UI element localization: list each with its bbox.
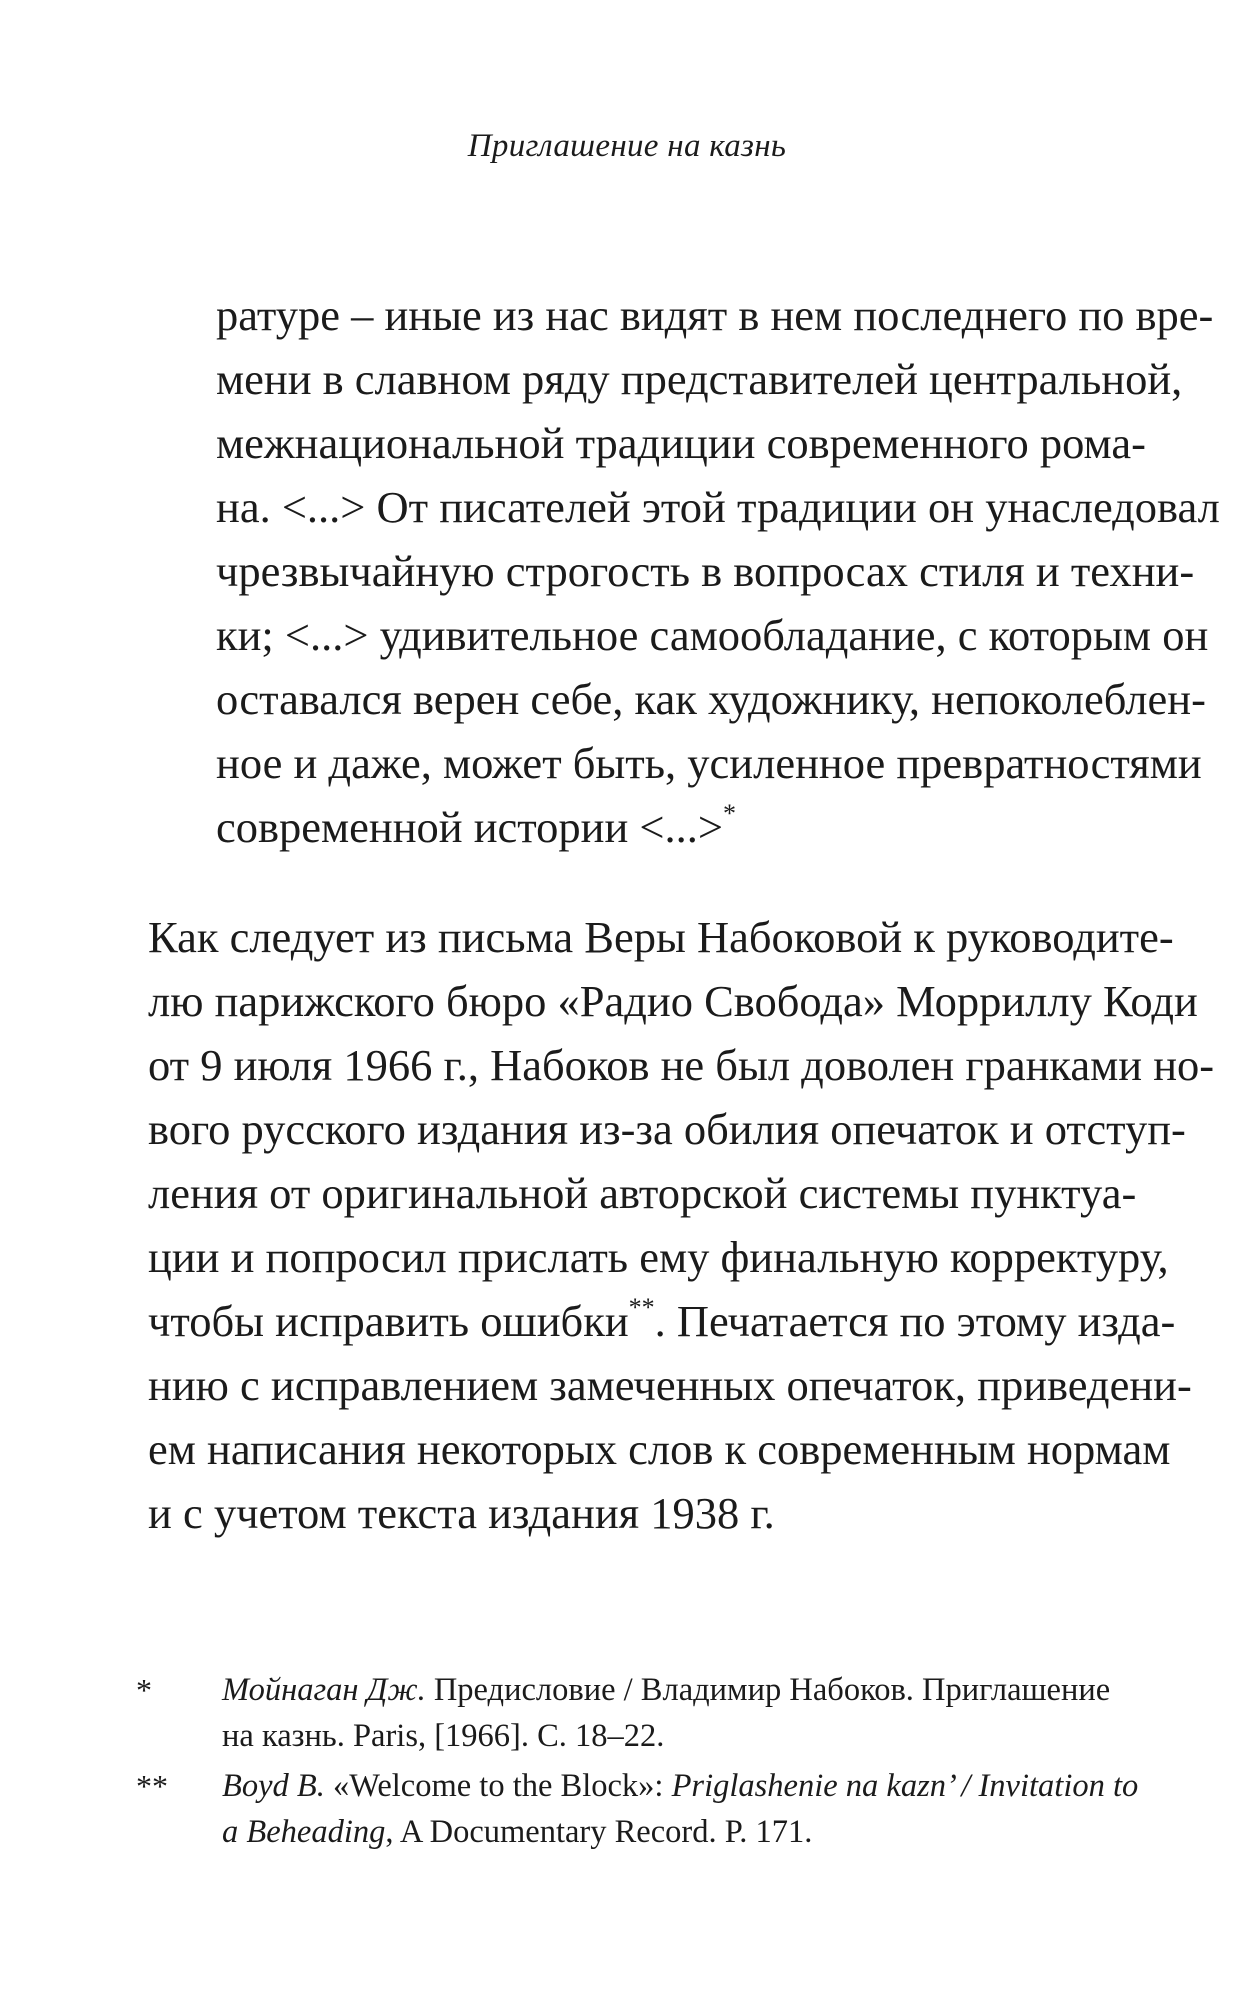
- footnote-title: a Beheading: [222, 1814, 386, 1850]
- quote-line: ратуре – иные из нас видят в нем последнего по вре-: [216, 290, 1214, 340]
- body-line: Как следует из письма Веры Набоковой к руководите-: [148, 912, 1174, 962]
- body-line-last: и с учетом текста издания 1938 г.: [148, 1488, 775, 1538]
- quote-line-last: [216, 795, 1072, 859]
- body-line-with-reference: [148, 1289, 1176, 1353]
- body-line: ления от оригинальной авторской системы пунктуа-: [148, 1168, 1137, 1218]
- quote-line: оставался верен себе, как художнику, непоколеблен-: [216, 674, 1206, 724]
- footnote-reference: **: [628, 1293, 655, 1322]
- body-line: лю парижского бюро «Радио Свобода» Морриллу Коди: [148, 976, 1198, 1026]
- footnote-reference: *: [723, 799, 736, 828]
- quote-line: межнациональной традиции современного рома-: [216, 418, 1146, 468]
- footnote-marker: **: [136, 1768, 168, 1804]
- footnote-text: , A Documentary Record. P. 171.: [385, 1814, 813, 1850]
- footnote-author: Boyd B.: [222, 1768, 325, 1804]
- footnote-author: Мойнаган Дж.: [222, 1672, 426, 1708]
- footnote-title: Priglashenie na kazn’ / Invitation to: [671, 1768, 1139, 1804]
- body-line: ем написания некоторых слов к современным нормам: [148, 1424, 1171, 1474]
- quote-line: мени в славном ряду представителей центральной,: [216, 354, 1183, 404]
- footnote-text: Предисловие / Владимир Набоков. Приглашение: [425, 1672, 1111, 1708]
- quote-line: чрезвычайную строгость в вопросах стиля и техни-: [216, 546, 1195, 596]
- quote-line: ное и даже, может быть, усиленное превратностями: [216, 738, 1202, 788]
- body-line-text: чтобы исправить ошибки: [148, 1296, 629, 1346]
- running-header: Приглашение на казнь: [467, 128, 787, 164]
- footnote-line: [222, 1763, 1139, 1809]
- body-line-tail: . Печатается по этому изда-: [654, 1296, 1176, 1346]
- quote-line: на. <...> От писателей этой традиции он унаследовал: [216, 482, 1220, 532]
- body-line: нию с исправлением замеченных опечаток, приведени-: [148, 1360, 1192, 1410]
- body-line: ции и попросил прислать ему финальную корректуру,: [148, 1232, 1169, 1282]
- quote-line-text: современной истории <...>: [216, 802, 723, 852]
- footnote-marker: *: [136, 1672, 152, 1708]
- footnote-text: «Welcome to the Block»:: [324, 1768, 672, 1804]
- body-line: вого русского издания из-за обилия опечаток и отступ-: [148, 1104, 1186, 1154]
- footnote-line: [222, 1809, 1070, 1855]
- footnote-line: на казнь. Paris, [1966]. С. 18–22.: [222, 1718, 665, 1754]
- quote-line: ки; <...> удивительное самообладание, с которым он: [216, 610, 1209, 660]
- footnote-line: [222, 1667, 1111, 1713]
- body-line: от 9 июля 1966 г., Набоков не был доволен гранками но-: [148, 1040, 1215, 1090]
